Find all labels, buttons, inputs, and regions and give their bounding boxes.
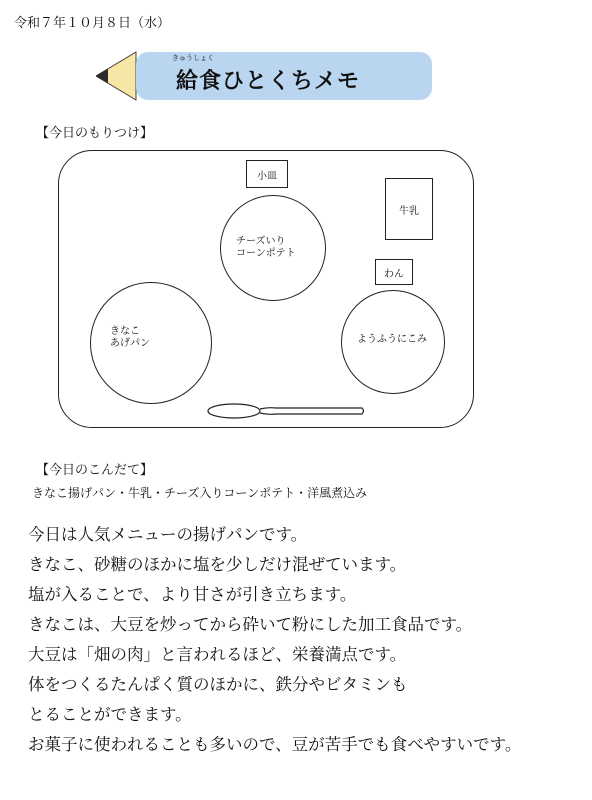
- plate-dish-line2: あげパン: [110, 338, 150, 349]
- small-plate-dish-line2: コーンポテト: [236, 248, 296, 259]
- spoon-icon: [206, 401, 366, 421]
- memo-line: きなこは、大豆を炒ってから砕いて粉にした加工食品です。: [28, 615, 473, 634]
- bowl-dish-label: ようふうにこみ: [357, 334, 427, 345]
- small-plate-label: 小皿: [246, 160, 288, 188]
- memo-line: 大豆は「畑の肉」と言われるほど、栄養満点です。: [28, 645, 407, 664]
- banner-title: 給食ひとくちメモ: [176, 69, 361, 94]
- bowl-label: わん: [375, 259, 413, 285]
- plate-dish-line1: きなこ: [110, 326, 140, 337]
- date-text: 令和７年１０月８日（水）: [14, 16, 171, 31]
- pencil-lead-shape: [96, 69, 108, 83]
- small-plate-dish-line1: チーズいり: [236, 236, 286, 247]
- milk-box: 牛乳: [385, 178, 433, 240]
- memo-line: お菓子に使われることも多いので、豆が苦手でも食べやすいです。: [28, 735, 522, 754]
- memo-line: とることができます。: [28, 705, 192, 724]
- memo-line: きなこ、砂糖のほかに塩を少しだけ混ぜています。: [28, 555, 407, 574]
- memo-line: 塩が入ることで、より甘さが引き立ちます。: [28, 585, 357, 604]
- memo-body: [28, 520, 588, 760]
- layout-heading: 【今日のもりつけ】: [36, 126, 154, 141]
- menu-heading: 【今日のこんだて】: [36, 463, 154, 478]
- menu-items: きなこ揚げパン・牛乳・チーズ入りコーンポテト・洋風煮込み: [32, 486, 368, 500]
- memo-line: 今日は人気メニューの揚げパンです。: [28, 525, 308, 544]
- banner-ruby: きゅうしょく: [172, 54, 214, 62]
- memo-line: 体をつくるたんぱく質のほかに、鉄分やビタミンも: [28, 675, 408, 694]
- plate-circle: [90, 282, 212, 404]
